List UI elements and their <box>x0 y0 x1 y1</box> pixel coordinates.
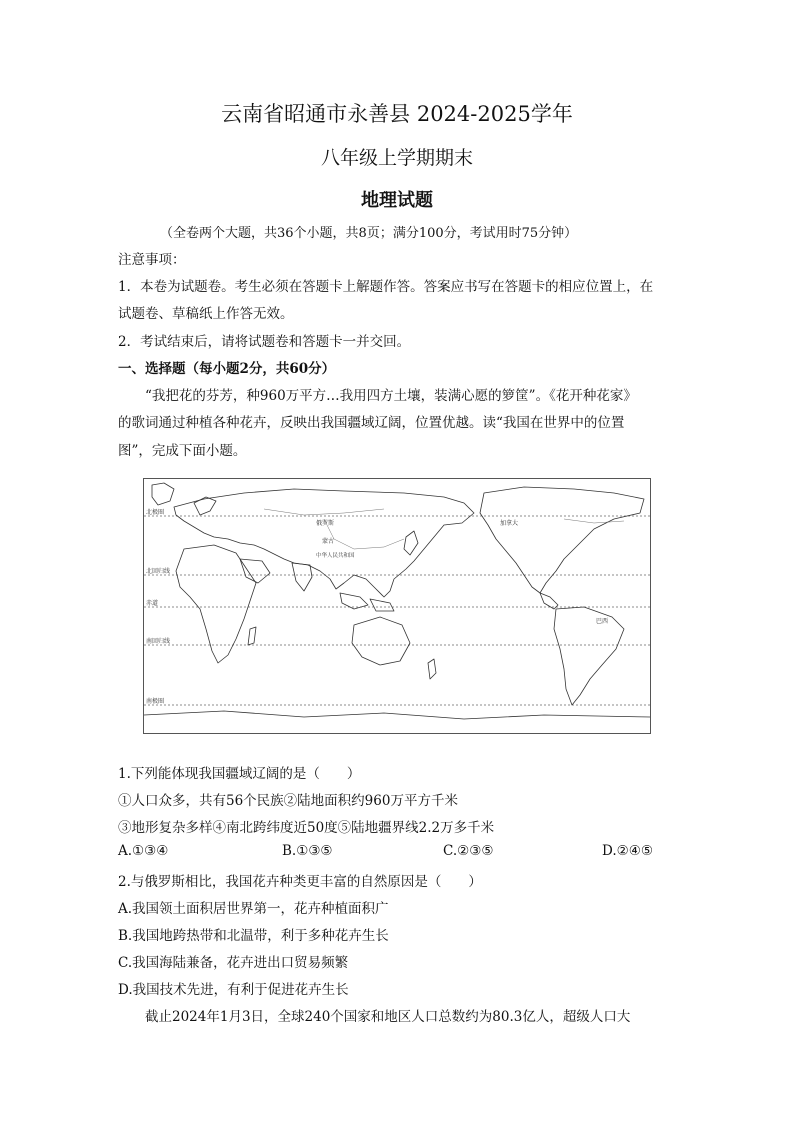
new-guinea-outline <box>370 599 394 611</box>
q2-option-d: D.我国技术先进，有利于促进花卉生长 <box>118 982 349 998</box>
intro-line-2: 的歌词通过种植各种花卉，反映出我国疆域辽阔，位置优越。读“我国在世界中的位置 <box>118 415 625 431</box>
russia-border <box>264 509 384 515</box>
label-tropic-north: 北回归线 <box>146 568 171 575</box>
q1-option-a: A.①③④ <box>118 843 169 859</box>
indonesia-outline <box>340 593 368 609</box>
label-mongolia: 蒙古 <box>322 538 335 545</box>
label-canada: 加拿大 <box>500 520 519 527</box>
world-map-svg <box>144 479 650 733</box>
title-line-3: 地理试题 <box>361 190 433 211</box>
india-outline <box>292 563 312 591</box>
label-tropic-south: 南回归线 <box>146 638 171 645</box>
note-1a: 1．本卷为试题卷。考生必须在答题卡上解题作答。答案应书写在答题卡的相应位置上，在 <box>118 279 654 295</box>
canada-border <box>564 519 624 523</box>
north-america-outline <box>480 487 644 593</box>
china-border <box>324 519 404 549</box>
world-map-figure <box>143 478 651 734</box>
notes-heading: 注意事项： <box>118 252 186 268</box>
australia-outline <box>352 617 410 665</box>
label-equator: 赤道 <box>146 600 159 607</box>
q1-option-c: C.②③⑤ <box>443 843 494 859</box>
greenland-outline <box>152 483 174 505</box>
madagascar-outline <box>248 627 256 645</box>
south-america-outline <box>554 607 624 705</box>
label-antarctic: 南极圈 <box>146 698 165 705</box>
label-china: 中华人民共和国 <box>316 553 355 559</box>
q2-stem: 2.与俄罗斯相比，我国花卉种类更丰富的自然原因是（ ） <box>118 874 482 890</box>
scandinavia-outline <box>194 497 216 515</box>
label-arctic: 北极圈 <box>146 509 165 516</box>
q1-line-b: ③地形复杂多样④南北跨纬度近50度⑤陆地疆界线2.2万多千米 <box>118 820 495 836</box>
exam-info: （全卷两个大题，共36个小题，共8页；满分100分，考试用时75分钟） <box>160 226 578 241</box>
intro-line-1: “我把花的芬芳，种960万平方…我用四方土壤，装满心愿的箩筐”。《花开种花家》 <box>145 388 637 404</box>
q1-line-a: ①人口众多，共有56个民族②陆地面积约960万平方千米 <box>118 793 458 809</box>
title-line-2: 八年级上学期期末 <box>320 147 473 169</box>
japan-outline <box>404 531 418 555</box>
intro-line-3: 图”，完成下面小题。 <box>118 443 247 459</box>
section-heading: 一、选择题（每小题2分，共60分） <box>118 361 336 377</box>
q2-option-b: B.我国地跨热带和北温带，利于多种花卉生长 <box>118 928 389 944</box>
next-intro: 截止2024年1月3日，全球240个国家和地区人口总数约为80.3亿人，超级人口大 <box>145 1009 631 1025</box>
label-brazil: 巴西 <box>596 618 609 625</box>
antarctica-outline <box>144 711 650 719</box>
label-russia: 俄罗斯 <box>316 520 335 527</box>
arabia-outline <box>240 559 270 583</box>
q2-option-c: C.我国海陆兼备，花卉进出口贸易频繁 <box>118 955 349 971</box>
q1-option-b: B.①③⑤ <box>282 843 333 859</box>
q1-stem: 1.下列能体现我国疆域辽阔的是（ ） <box>118 766 361 782</box>
q2-option-a: A.我国领土面积居世界第一，花卉种植面积广 <box>118 901 389 917</box>
central-america-outline <box>540 593 558 609</box>
note-2: 2．考试结束后，请将试题卷和答题卡一并交回。 <box>118 334 411 350</box>
q1-option-d: D.②④⑤ <box>602 843 653 859</box>
new-zealand-outline <box>428 659 436 679</box>
note-1b: 试题卷、草稿纸上作答无效。 <box>118 306 294 322</box>
title-line-1: 云南省昭通市永善县 2024-2025学年 <box>221 102 573 126</box>
